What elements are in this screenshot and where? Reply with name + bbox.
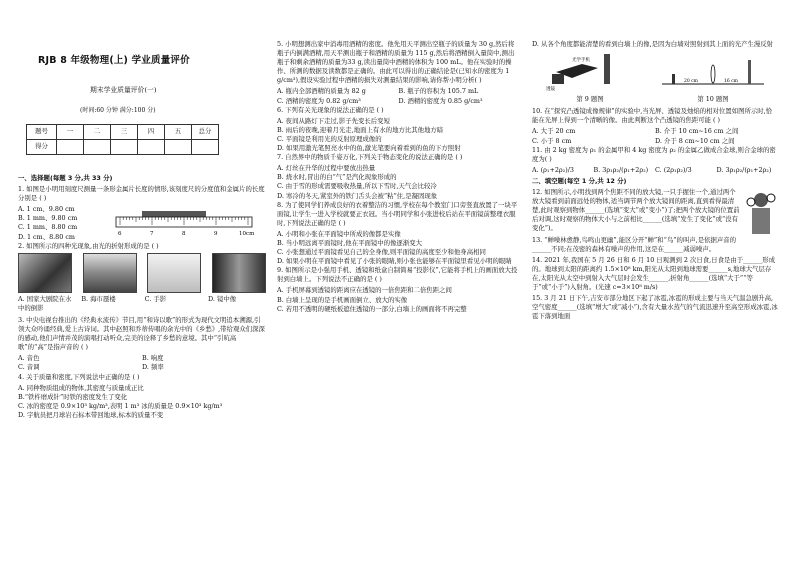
question-6 [277,106,520,115]
question-10 [532,107,778,125]
option[interactable]: A. 夜间从路灯下走过,影子先变长后变短 [277,116,390,125]
score-table-row [27,140,219,155]
option[interactable]: A. 国家大剧院在水中的倒影 [18,294,72,312]
option[interactable]: B. 1 mm、9.80 cm [18,214,78,223]
mirage-image [83,253,137,293]
lens [552,74,564,84]
screen [748,60,751,84]
score-cell: 一 [57,125,84,140]
option[interactable]: B. 白墙上呈现的是手机画面倒立、放大的实像 [277,295,408,304]
option[interactable]: D. 酒精的密度为 0.85 g/cm³ [398,96,483,105]
score-cell[interactable] [165,140,192,155]
question-5 [277,40,520,85]
option[interactable]: D. 介于 8 cm~10 cm 之间 [655,136,735,145]
option[interactable]: D. 从各个角度都能清楚的看到白墙上的像,是因为白墙对照射到其上面的光产生漫反射 [532,40,774,48]
question-14: 14. 2021 年,我国在 5 月 26 日和 6 月 10 日观测到 2 次日食,日食是由于______形成的。地球到太阳的距离约 1.5×10⁸ km,阳光从太阳到地球需要______s,地球大气层存在,太阳光从太空中到射入大气层时会发生______,折射角______(选填“大于”“等于”或“小于”)入射角。(光速 c=3×10⁸ m/s) [532,255,776,291]
mirror-image [212,253,266,293]
ruler-tick-label: 8 [182,231,186,238]
hand-shadow-image [147,253,201,293]
option[interactable]: A. 灯丝在升华的过程中要放出热量 [277,164,376,173]
option[interactable]: D. 镜中像 [207,294,237,303]
option[interactable]: D. 寒冷的冬天,紧室外的铁门舌头会被“粘”住,是凝固现象 [277,191,438,200]
ruler-tick-label: 6 [118,231,122,238]
answer-paren: ( ) [80,343,89,352]
question-text: 3. 中央电视台推出的《经典永流传》节目,用“和诗以歌”的形式为现代文明追本溯源,引领大众吟诵经典,爱上古诗词。其中赵照和乔蒂传唱的余光中的《乡愁》,带给观众们深深的感动,他们声情并茂的演唱打动听众,完美的诠释了乡愁的意境。其中“引吭高歌”的“高”是指声音的 [18,315,265,352]
lens-bench-figure [658,52,768,92]
answer-paren: ( ) [132,372,140,381]
option[interactable]: D. 如果用激光笔照亮水中的鱼,激光笔要向着看到的鱼的下方照射 [277,144,461,153]
option[interactable]: D. 频率 [142,363,164,372]
score-cell[interactable] [84,140,111,155]
convex-lens [711,65,715,83]
question-13: 13. “蝉噪林愈静,鸟鸣山更幽”,能区分开“蝉”和“鸟”的叫声,是依据声音的______不同;在茂密的森林有噪声的作用,这是在______减弱噪声。 [532,235,737,253]
section-heading: 一、选择题(每题 3 分,共 33 分) [18,174,113,182]
option[interactable]: B. 响度 [142,354,164,363]
score-cell[interactable] [138,140,165,155]
score-cell: 题号 [27,125,57,140]
option[interactable]: C. 酒精的密度为 0.82 g/cm³ [277,96,361,105]
option[interactable]: C. 小于 8 cm [532,136,572,145]
figure-9 [542,52,638,104]
question-text: 7. 自然界中的物质千姿万化,下列关于物态变化的说法正确的是 [277,153,454,162]
figure-10 [658,52,768,104]
question-text: 10. 在“探究凸透镜成像规律”的实验中,当光屏、透镜及烛焰的相对位置如图所示时,恰能在光屏上得到一个清晰的像。由此判断这个凸透镜的焦距可能 [532,107,773,125]
score-cell: 三 [111,125,138,140]
projector-figure [542,52,638,92]
wall [604,54,610,84]
option[interactable]: C. 手影 [144,294,167,303]
ruler-tick-label: 9 [214,231,218,238]
answer-paren: ( ) [39,194,47,203]
figure-label: 16 cm [724,79,738,85]
magnifier-person-image [744,188,778,236]
q10-options [532,127,778,145]
option[interactable]: A. 音色 [18,354,40,363]
option[interactable]: C. (2ρ₁ρ₂)/3 [655,165,692,174]
score-table-row [27,125,219,140]
ruler-figure [108,205,258,241]
answer-paren: ( ) [712,116,721,125]
question-text: 2. 如图所示的四种光现象,由光的折射形成的是 [18,241,150,250]
candle [672,74,675,84]
page-subtitle: 期末学业质量评价(一) [90,86,157,94]
q2-pictures [18,253,266,293]
option[interactable]: D. 如果小明在平面镜中看见了小张的眼睛,则小张也能够在平面镜里看见小明的眼睛 [277,257,512,266]
option[interactable]: A. (ρ₁+2ρ₂)/3 [532,165,574,174]
question-text: 11. 由 2 kg 密度为 ρ₁ 的金属甲和 4 kg 密度为 ρ₂ 的金属乙做成合金球,则合金球的密度为( ) [532,145,776,163]
option[interactable]: B. 瓶子的容积为 105.7 mL [398,87,479,96]
score-cell: 五 [165,125,192,140]
option[interactable]: A. 瓶内全部酒精的质量为 82 g [277,87,366,96]
q1-body [18,205,266,241]
column-middle [277,40,520,314]
score-cell: 得分 [27,140,57,155]
question-9 [277,266,520,284]
option[interactable]: D. 3ρ₁ρ₂/(ρ₁+2ρ₂) [716,165,772,174]
figure-caption: 第 9 题图 [576,95,604,104]
option[interactable]: B.“铁杵磨成针”时铁的密度发生了变化 [18,392,128,401]
question-text: 9. 如图所示是小强用手机、透镜和纸盒自制简易“投影仪”,它能将手机上的画面放大投射到白墙上。下列说法不正确的是 [277,266,518,284]
option[interactable]: B. 3ρ₁ρ₂/(ρ₁+2ρ₂) [593,165,649,174]
figure-caption: 第 10 题图 [697,95,729,104]
option[interactable]: A. 手机屏幕到透镜的距离应在透镜的一倍焦距和二倍焦距之间 [277,286,452,295]
figure-label: 透镜 [546,87,555,93]
option[interactable]: C. 音调 [18,363,40,372]
option[interactable]: D. 1 cm、8.80 cm [18,232,75,241]
section-heading: 二、填空题(每空 1 分,共 12 分) [532,176,627,185]
option[interactable]: B. 介于 10 cm~16 cm 之间 [655,127,739,136]
question-12: 12. 如图所示,小明找到两个焦距不同的放大镜,一只手握住一个,通过两个放大镜看到前面远处的物体,适当调节两个放大镜间的距离,直到看得最清楚,此时观察到物体______(选填“变大”或“变小”)了;把两个放大镜的位置前后对调,这时观察的物体大小与之前相比______(选填“发生了变化”或“没有变化”)。 [532,188,740,233]
answer-paren: ( ) [338,218,346,227]
question-text: 5. 小明想测出家中消毒用酒精的密度。他先用天平测出空瓶子的质量为 30 g,然后将瓶子内倒满酒精,用天平测出瓶子和酒精的质量为 115 g,然后将酒精倒入量筒中,测出瓶子和剩余酒精的质量为33 g,读出量筒中酒精的体积为 100 mL。他在实验时的操作、所测的数据及读数都是正确的。由此可以得出的正确结论是(已知水的密度为 1 g/cm³),假设实验过程中酒精的损失对测量结果的影响,请你帮小明分析( ) [277,40,515,85]
q1-options [18,205,108,241]
option[interactable]: C. 平面镜是利用光的反射原理成像的 [277,134,382,143]
answer-paren: ( ) [374,275,382,284]
question-text: 4. 关于质量和密度,下列说法中正确的是 [18,372,131,381]
question-2 [18,242,266,251]
figure-label: 20 cm [684,79,698,85]
option[interactable]: B. 烧水时,冒出的白“气”是汽化现象形成的 [277,173,397,182]
question-11 [532,146,778,164]
q3-options [18,354,266,372]
score-cell[interactable] [57,140,84,155]
option[interactable]: D. 宇航员把月球岩石标本带回地球,标本的质量不变 [18,410,164,419]
score-cell: 四 [138,125,165,140]
option[interactable]: C. 由于雪的形成需要吸收热量,所以下雪时,天气会比较冷 [277,182,437,191]
score-table [26,124,219,155]
option[interactable]: A. 同种物质组成的物体,其密度与质量成正比 [18,383,144,392]
score-cell: 二 [84,125,111,140]
question-7 [277,153,520,162]
question-8 [277,201,520,228]
answer-paren: ( ) [455,153,463,162]
column-right [532,40,778,323]
exam-meta: (时间:60 分钟 满分:100 分) [80,107,156,114]
score-cell[interactable] [111,140,138,155]
column-left [18,172,266,420]
question-text: 8. 为了使同学们养成良好的衣着整洁的习惯,学校在每个教室门口旁竖直放置了一块平面镜,让学生一进入学校就要正衣冠。当小明同学和小张进校后站在平面镜前整理衣服时,下列说法正确的是 [277,200,518,227]
option[interactable]: B. 海市蜃楼 [81,294,116,303]
metal-strip [142,211,206,217]
option[interactable]: A. 1 cm、9.80 cm [18,205,75,214]
option[interactable]: B. 雨后的夜晚,迎着月光走,地面上有水的地方比其他地方暗 [277,125,444,134]
answer-paren: ( ) [376,105,384,114]
option[interactable]: A. 大于 20 cm [532,127,576,136]
q2-captions [18,295,266,313]
question-text: 6. 下列有关光现象的说法正确的是 [277,105,375,114]
opera-house-reflection-image [18,253,72,293]
question-1 [18,185,266,203]
ruler-tick-label: 10cm [239,231,255,238]
score-cell[interactable] [192,140,219,155]
option[interactable]: A. 小明和小张在平面镜中所成的像都是实像 [277,229,401,238]
answer-paren: ( ) [151,241,159,250]
q5-options [277,87,520,105]
option[interactable]: C. 若用不透明的硬纸板遮住透镜的一部分,白墙上的画面将不再完整 [277,304,467,313]
figures-row [532,52,778,104]
q11-options [532,166,778,175]
question-text: 1. 如图是小明用刻度尺测量一条形金属片长度的情形,该刻度尺的分度值和金属片的长度分别是 [18,185,265,203]
ruler-tick-label: 7 [150,231,154,238]
option[interactable]: C. 冰的密度是 0.9×10³ kg/m³,表明 1 m³ 冰的质量是 0.9×10³ kg/m³ [18,401,223,410]
question-3 [18,316,266,352]
question-15: 15. 3 月 21 日下午,吉安市部分地区下起了冰雹,冰雹的形成主要与当天气温急剧升高,空气密度______(选填“增大”或“减小”),含有大量水蒸气的气流迅速升至高空形成冰雹,冰雹下落到地面 [532,294,778,321]
option[interactable]: C. 1 mm、8.80 cm [18,223,78,232]
figure-label: 光学手机 [572,58,590,64]
question-4 [18,373,266,382]
option[interactable]: B. 当小明远离平面镜时,他在平面镜中的像逐渐变大 [277,238,422,247]
option[interactable]: C. 小张想通过平面镜看见自己的全身像,则平面镜的高度至少和他身高相同 [277,248,486,257]
score-cell: 总分 [192,125,219,140]
page-title: RJB 8 年级物理(上) 学业质量评价 [38,55,190,66]
